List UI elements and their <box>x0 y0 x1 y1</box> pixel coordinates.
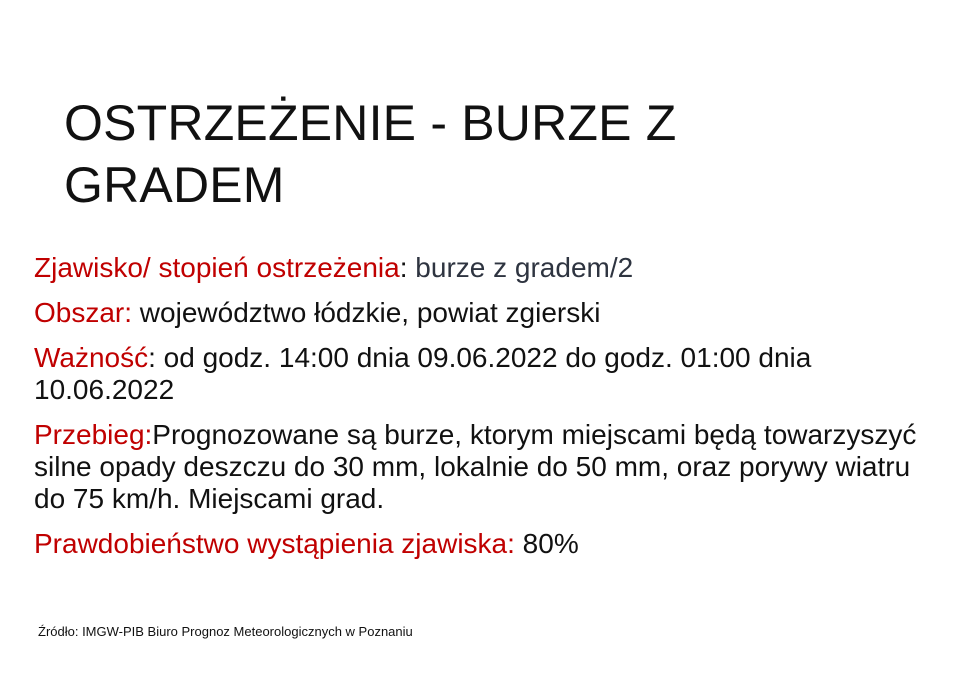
course-label: Przebieg: <box>34 419 153 450</box>
probability-value: 80% <box>514 528 579 559</box>
validity-row <box>34 342 934 406</box>
course-row <box>34 419 934 515</box>
phenomenon-value: burze z gradem/2 <box>415 252 634 283</box>
phenomenon-row <box>34 252 934 284</box>
area-row <box>34 297 934 329</box>
course-value: Prognozowane są burze, ktorym miejscami będą towarzyszyć silne opady deszczu do 30 mm, lokalnie do 50 mm, oraz porywy wiatru do 75 km/h. Miejscami grad. <box>34 419 917 514</box>
validity-value: : od godz. 14:00 dnia 09.06.2022 do godz. 01:00 dnia 10.06.2022 <box>34 342 812 405</box>
area-value: województwo łódzkie, powiat zgierski <box>132 297 601 328</box>
phenomenon-separator: : <box>399 252 416 283</box>
validity-label: Ważność <box>34 342 149 373</box>
source-note: Źródło: IMGW-PIB Biuro Prognoz Meteorologicznych w Poznaniu <box>38 624 413 639</box>
probability-label: Prawdobieństwo wystąpienia zjawiska: <box>34 528 515 559</box>
area-label: Obszar: <box>34 297 133 328</box>
probability-row <box>34 528 934 560</box>
phenomenon-label: Zjawisko/ stopień ostrzeżenia <box>34 252 400 283</box>
warning-title: OSTRZEŻENIE - BURZE Z GRADEM <box>64 95 677 213</box>
warning-details <box>34 252 934 573</box>
